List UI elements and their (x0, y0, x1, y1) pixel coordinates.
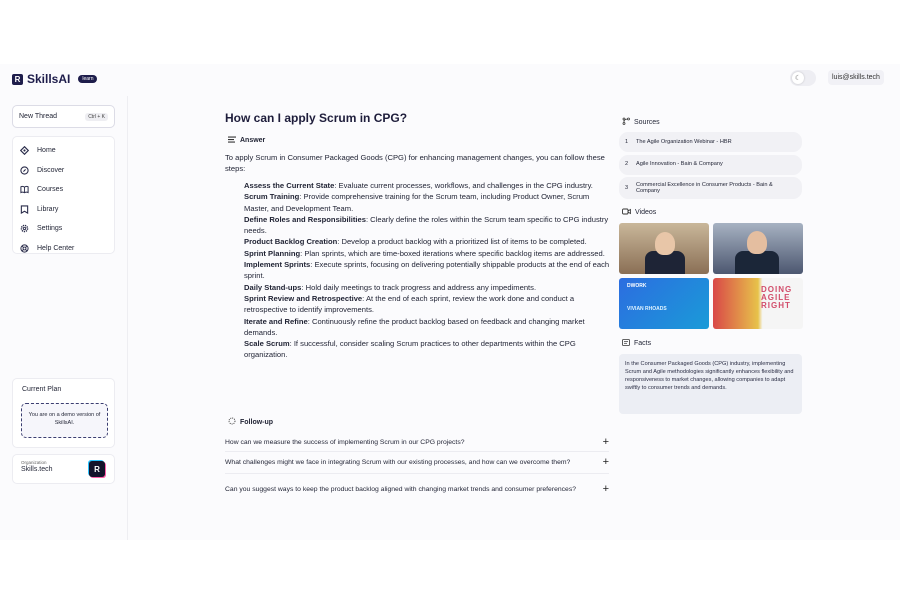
new-thread-label: New Thread (19, 113, 58, 120)
home-icon (20, 146, 29, 155)
facts-heading (622, 339, 651, 348)
answer-step (244, 293, 610, 316)
step-title: Scrum Training (244, 192, 300, 202)
sidebar-item-label: Courses (37, 186, 64, 194)
followup-text: How can we measure the success of implementing Scrum in our CPG projects? (225, 439, 465, 446)
speaker-head (747, 231, 767, 254)
followup-heading (228, 417, 273, 427)
book-icon (20, 185, 29, 194)
answer-step (244, 259, 610, 282)
current-plan-card (12, 378, 115, 448)
answer-heading (228, 136, 265, 145)
followup-item[interactable] (225, 474, 609, 504)
sidebar-item-label: Help Center (37, 244, 75, 252)
new-thread-button[interactable] (12, 105, 115, 128)
source-title: The Agile Organization Webinar - HBR (636, 138, 732, 145)
video-thumbnail[interactable] (619, 278, 709, 329)
sidebar-item-label: Settings (37, 225, 63, 233)
sidebar-item-help-center[interactable] (13, 239, 114, 259)
facts-icon (622, 339, 630, 348)
sidebar-item-label: Discover (37, 166, 65, 174)
plus-icon[interactable]: + (602, 482, 609, 495)
plus-icon[interactable]: + (602, 436, 609, 448)
answer-step (244, 236, 610, 247)
followup-text: What challenges might we face in integrating Scrum with our existing processes, and how can we overcome them? (225, 459, 571, 466)
followup-item[interactable] (225, 452, 609, 474)
page-title: How can I apply Scrum in CPG? (225, 111, 408, 125)
answer-step (244, 248, 610, 259)
answer-step (244, 191, 610, 214)
followup-list (225, 434, 609, 504)
sources-heading-label: Sources (634, 118, 660, 126)
library-icon (20, 205, 29, 214)
step-title: Daily Stand-ups (244, 282, 302, 292)
app-name: SkillsAI (27, 72, 71, 86)
answer-intro: To apply Scrum in Consumer Packaged Goods (CPG) for enhancing management changes, you can follow these steps: (225, 153, 605, 174)
video-thumbnail[interactable] (713, 278, 803, 329)
step-title: Scale Scrum (244, 339, 290, 349)
step-title: Iterate and Refine (244, 316, 308, 326)
videos-heading (622, 208, 656, 217)
source-number: 2 (625, 161, 629, 168)
followup-item[interactable] (225, 434, 609, 452)
sidebar-item-label: Library (37, 205, 59, 213)
org-name: Skills.tech (21, 466, 53, 473)
answer-step (244, 338, 610, 361)
sidebar-item-label: Home (37, 147, 56, 155)
sources-icon (622, 117, 630, 127)
step-title: Sprint Planning (244, 248, 301, 258)
step-title: Implement Sprints (244, 260, 311, 270)
answer-icon (228, 136, 236, 145)
followup-text: Can you suggest ways to keep the product backlog aligned with changing market trends and consumer preferences? (225, 485, 577, 493)
step-text: : Hold daily meetings to track progress and address any impediments. (301, 282, 537, 292)
sidebar-item-home[interactable] (13, 141, 114, 161)
sources-list (619, 132, 802, 202)
answer-heading-label: Answer (240, 137, 266, 144)
step-text: : Evaluate current processes, workflows, and challenges in the CPG industry. (334, 181, 593, 190)
step-title: Product Backlog Creation (244, 237, 338, 247)
answer-step (244, 180, 610, 191)
theme-toggle[interactable] (790, 70, 816, 86)
sidebar-nav (12, 136, 115, 254)
step-title: Define Roles and Responsibilities (244, 214, 366, 224)
shortcut-hint: Ctrl + K (85, 113, 108, 121)
video-speaker-name: VIVIAN RHOADS (627, 306, 667, 312)
source-item[interactable] (619, 177, 802, 199)
answer-step (244, 282, 610, 293)
video-thumbnail[interactable] (713, 223, 803, 274)
step-text: : Develop a product backlog with a prioritized list of items to be completed. (337, 237, 587, 247)
facts-card: In the Consumer Packaged Goods (CPG) industry, implementing Scrum and Agile methodologies significantly enhances flexibility and responsiveness to market changes, allowing companies to adapt swiftly to consumer trends and demands. (619, 354, 802, 414)
answer-steps (244, 180, 610, 361)
facts-heading-label: Facts (634, 340, 652, 347)
org-logo-icon: R (89, 461, 105, 477)
app-logo[interactable] (12, 72, 97, 86)
organization-card[interactable] (12, 454, 115, 484)
source-title: Agile Innovation - Bain & Company (636, 161, 723, 168)
source-item[interactable] (619, 155, 802, 175)
step-text: : Clearly define the roles within the Scrum team specific to CPG industry needs. (244, 214, 609, 236)
step-text: : Continuously refine the product backlog based on feedback and changing market demands. (244, 316, 585, 337)
org-label: Organization (21, 460, 47, 465)
answer-step (244, 316, 610, 339)
speaker-head (655, 232, 675, 255)
video-tag: DWORK (627, 283, 647, 289)
book-title: DOING AGILE RIGHT (761, 285, 793, 310)
step-text: : Plan sprints, which are time-boxed iterations where specific backlog items are addressed. (300, 248, 605, 258)
sidebar-item-courses[interactable] (13, 180, 114, 200)
sidebar-item-library[interactable] (13, 200, 114, 220)
plan-title: Current Plan (22, 386, 62, 393)
speaker-body (735, 251, 779, 274)
source-item[interactable] (619, 132, 802, 152)
step-title: Assess the Current State (244, 181, 335, 190)
step-text: : If successful, consider scaling Scrum practices to other departments within the CPG organization. (244, 339, 576, 360)
logo-mark-icon: R (12, 74, 23, 85)
source-number: 3 (625, 184, 629, 191)
step-text: : At the end of each sprint, review the work done and conduct a retrospective to identify improvements. (244, 293, 575, 315)
gear-icon (20, 224, 29, 233)
step-text: : Execute sprints, focusing on delivering potentially shippable products at the end of each sprint. (244, 260, 610, 281)
app-badge: learn (78, 75, 97, 83)
source-number: 1 (625, 138, 629, 145)
step-title: Sprint Review and Retrospective (244, 293, 363, 303)
sources-heading (622, 117, 660, 127)
videos-grid (619, 223, 803, 329)
videos-heading-label: Videos (635, 209, 657, 216)
plus-icon[interactable]: + (602, 456, 609, 468)
moon-icon: ☾ (792, 72, 804, 84)
answer-step (244, 214, 610, 237)
sidebar-item-settings[interactable] (13, 219, 114, 239)
sparkle-icon (228, 417, 236, 427)
help-icon (20, 244, 29, 253)
user-email[interactable]: luis@skills.tech (828, 70, 884, 85)
sidebar-item-discover[interactable] (13, 161, 114, 181)
video-thumbnail[interactable] (619, 223, 709, 274)
compass-icon (20, 166, 29, 175)
video-camera-icon (622, 208, 631, 217)
plan-message[interactable]: You are on a demo version of SkillsAI. (21, 403, 108, 438)
followup-heading-label: Follow-up (240, 418, 274, 426)
source-title: Commercial Excellence in Consumer Products - Bain & Company (636, 181, 773, 194)
step-text: : Provide comprehensive training for the Scrum team, including Product Owner, Scrum Master, and Development Team. (244, 192, 590, 213)
